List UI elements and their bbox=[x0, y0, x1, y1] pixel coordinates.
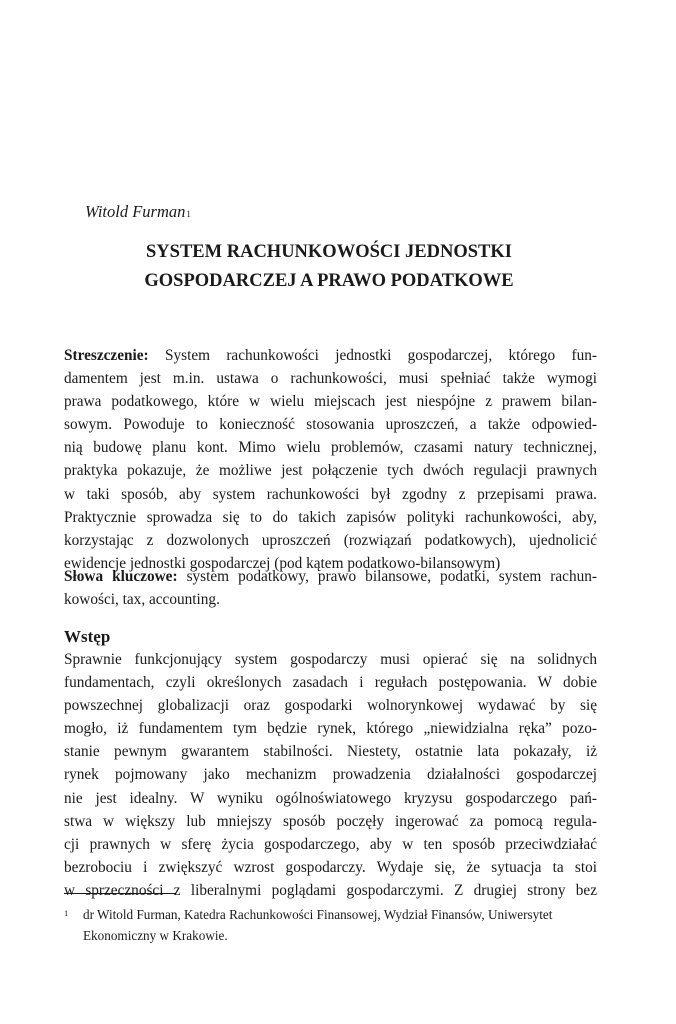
footnote-number: 1 bbox=[64, 908, 69, 918]
body-line: nie jest idealny. W wyniku ogólnoświatowego kryzysu gospodarczego pań- bbox=[64, 789, 597, 807]
body-line: fundamentach, czyli określonych zasadach i regułach postępowania. W dobie bbox=[64, 674, 597, 692]
author-name: Witold Furman bbox=[85, 202, 186, 221]
intro-paragraph bbox=[64, 648, 597, 902]
keywords-line: kowości, tax, accounting. bbox=[64, 591, 220, 609]
keywords-line: Słowa kluczowe: system podatkowy, prawo bilansowe, podatki, system rachun- bbox=[64, 568, 597, 585]
footnote-line: dr Witold Furman, Katedra Rachunkowości Finansowej, Wydział Finansów, Uniwersytet bbox=[83, 907, 553, 922]
abstract-line: korzystając z dozwolonych uproszczeń (rozwiązań podatkowych), ujednolicić bbox=[64, 531, 597, 549]
abstract-line: praktyka pokazuje, że możliwe jest połączenie tych dwóch regulacji prawnych bbox=[64, 462, 597, 480]
section-heading: Wstęp bbox=[64, 627, 111, 646]
body-line: powszechnej globalizacji oraz gospodarki wolnorynkowej wydawać by się bbox=[64, 697, 597, 715]
body-line: rynek pojmowany jako mechanizm prowadzenia działalności gospodarczej bbox=[64, 766, 597, 784]
abstract-line: prawa podatkowego, które w wielu miejscach jest niespójne z prawem bilan- bbox=[64, 393, 597, 411]
abstract-label: Streszczenie: bbox=[64, 347, 149, 364]
abstract bbox=[64, 344, 597, 575]
body-line: w sprzeczności z liberalnymi poglądami gospodarczymi. Z drugiej strony bez bbox=[64, 881, 597, 899]
abstract-line: nią budowę planu kont. Mimo wielu problemów, czasami natury technicznej, bbox=[64, 439, 597, 457]
author-line bbox=[85, 201, 191, 223]
abstract-line: damentem jest m.in. ustawa o rachunkowości, musi spełniać także wymogi bbox=[64, 370, 597, 388]
body-line: stwa w większy lub mniejszy sposób poczęły ingerować za pomocą regula- bbox=[64, 812, 597, 830]
body-line: Sprawnie funkcjonujący system gospodarczy musi opierać się na solidnych bbox=[64, 651, 597, 668]
abstract-line: Praktycznie sprowadza się to do takich zapisów polityki rachunkowości, aby, bbox=[64, 508, 597, 526]
body-line: bezrobociu i zwiększyć wzrost gospodarczy. Wydaje się, że sytuacja ta stoi bbox=[64, 858, 597, 876]
body-line: mogło, iż fundamentem tym będzie rynek, którego „niewidzialna ręka” pozo- bbox=[64, 720, 597, 738]
title-line: GOSPODARCZEJ A PRAWO PODATKOWE bbox=[144, 271, 514, 291]
title-line: SYSTEM RACHUNKOWOŚCI JEDNOSTKI bbox=[146, 242, 512, 262]
footnote bbox=[64, 905, 597, 946]
footnote-line: Ekonomiczny w Krakowie. bbox=[83, 927, 228, 943]
keywords-label: Słowa kluczowe: bbox=[64, 568, 178, 585]
abstract-line: ewidencje jednostki gospodarczej (pod kątem podatkowo-bilansowym) bbox=[64, 554, 501, 572]
body-line: cji prawnych w sferę życia gospodarczego, aby w ten sposób przeciwdziałać bbox=[64, 835, 597, 853]
abstract-line: w taki sposób, aby system rachunkowości był zgodny z przepisami prawa. bbox=[64, 485, 597, 503]
abstract-line: sowym. Powoduje to konieczność stosowania uproszczeń, a także odpowied- bbox=[64, 416, 597, 434]
keywords bbox=[64, 565, 597, 611]
article-title bbox=[64, 238, 594, 296]
footnote-separator bbox=[64, 893, 176, 894]
abstract-line: Streszczenie: System rachunkowości jednostki gospodarczej, którego fun- bbox=[64, 347, 597, 364]
body-line: stanie pewnym gwarantem stabilności. Niestety, ostatnie lata pokazały, iż bbox=[64, 743, 597, 761]
footnote-ref: 1 bbox=[186, 209, 191, 219]
